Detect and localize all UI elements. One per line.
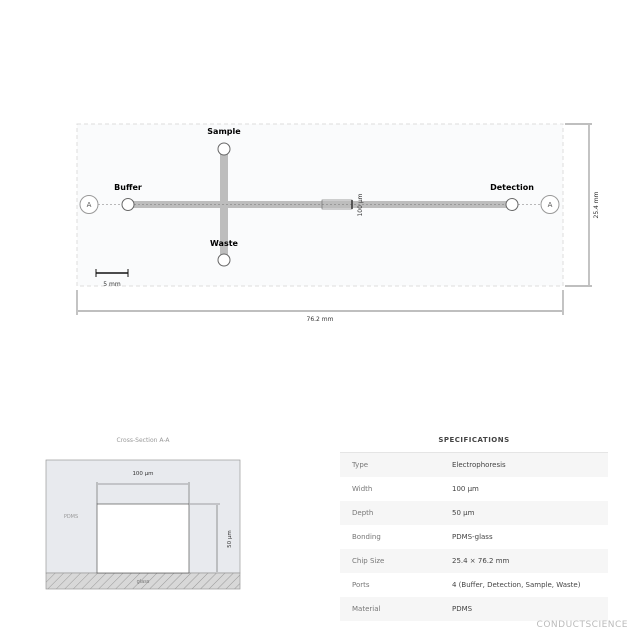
conductscience-logo: CONDUCTSCIENCE xyxy=(536,620,628,630)
pdms-label: PDMS xyxy=(63,514,79,520)
spec-key: Depth xyxy=(352,509,374,517)
spec-value: 100 µm xyxy=(452,485,479,493)
spec-row xyxy=(340,597,608,621)
section-marker-label: A xyxy=(86,201,92,209)
buffer-label: Buffer xyxy=(114,183,142,192)
spec-value: 4 (Buffer, Detection, Sample, Waste) xyxy=(452,581,581,589)
specifications-title: SPECIFICATIONS xyxy=(340,428,608,453)
spec-row xyxy=(340,477,608,501)
spec-value: 25.4 × 76.2 mm xyxy=(452,557,510,565)
channel-cross-section xyxy=(97,504,189,573)
spec-key: Type xyxy=(352,461,369,469)
spec-key: Chip Size xyxy=(352,557,385,565)
spec-value: Electrophoresis xyxy=(452,461,506,469)
cross-section-title: Cross-Section A-A xyxy=(116,437,170,444)
spec-value: PDMS-glass xyxy=(452,533,493,541)
spec-row xyxy=(340,501,608,525)
length-label: 76.2 mm xyxy=(306,316,334,323)
section-marker-label: A xyxy=(547,201,553,209)
spec-key: Ports xyxy=(352,581,370,589)
port-buffer xyxy=(122,199,134,211)
spec-row xyxy=(340,525,608,549)
detection-label: Detection xyxy=(490,183,534,192)
spec-key: Width xyxy=(352,485,373,493)
spec-value: 50 µm xyxy=(452,509,475,517)
width-label: 25.4 mm xyxy=(593,191,600,219)
sample-label: Sample xyxy=(207,127,241,136)
spec-row xyxy=(340,573,608,597)
port-detection xyxy=(506,199,518,211)
specifications-table xyxy=(340,428,608,621)
waste-label: Waste xyxy=(210,239,238,248)
spec-row xyxy=(340,549,608,573)
glass-label: glass xyxy=(136,579,150,585)
channel-width-label: 100 µm xyxy=(357,193,364,217)
spec-key: Material xyxy=(352,605,381,613)
spec-value: PDMS xyxy=(452,605,473,613)
cs-width-label: 100 µm xyxy=(132,471,154,477)
length-dimension xyxy=(77,290,563,315)
cs-depth-label: 50 µm xyxy=(227,530,233,548)
port-sample xyxy=(218,143,230,155)
scale-bar-label: 5 mm xyxy=(103,281,121,288)
spec-row xyxy=(340,453,608,477)
width-dimension xyxy=(565,124,592,286)
spec-key: Bonding xyxy=(352,533,381,541)
port-waste xyxy=(218,254,230,266)
